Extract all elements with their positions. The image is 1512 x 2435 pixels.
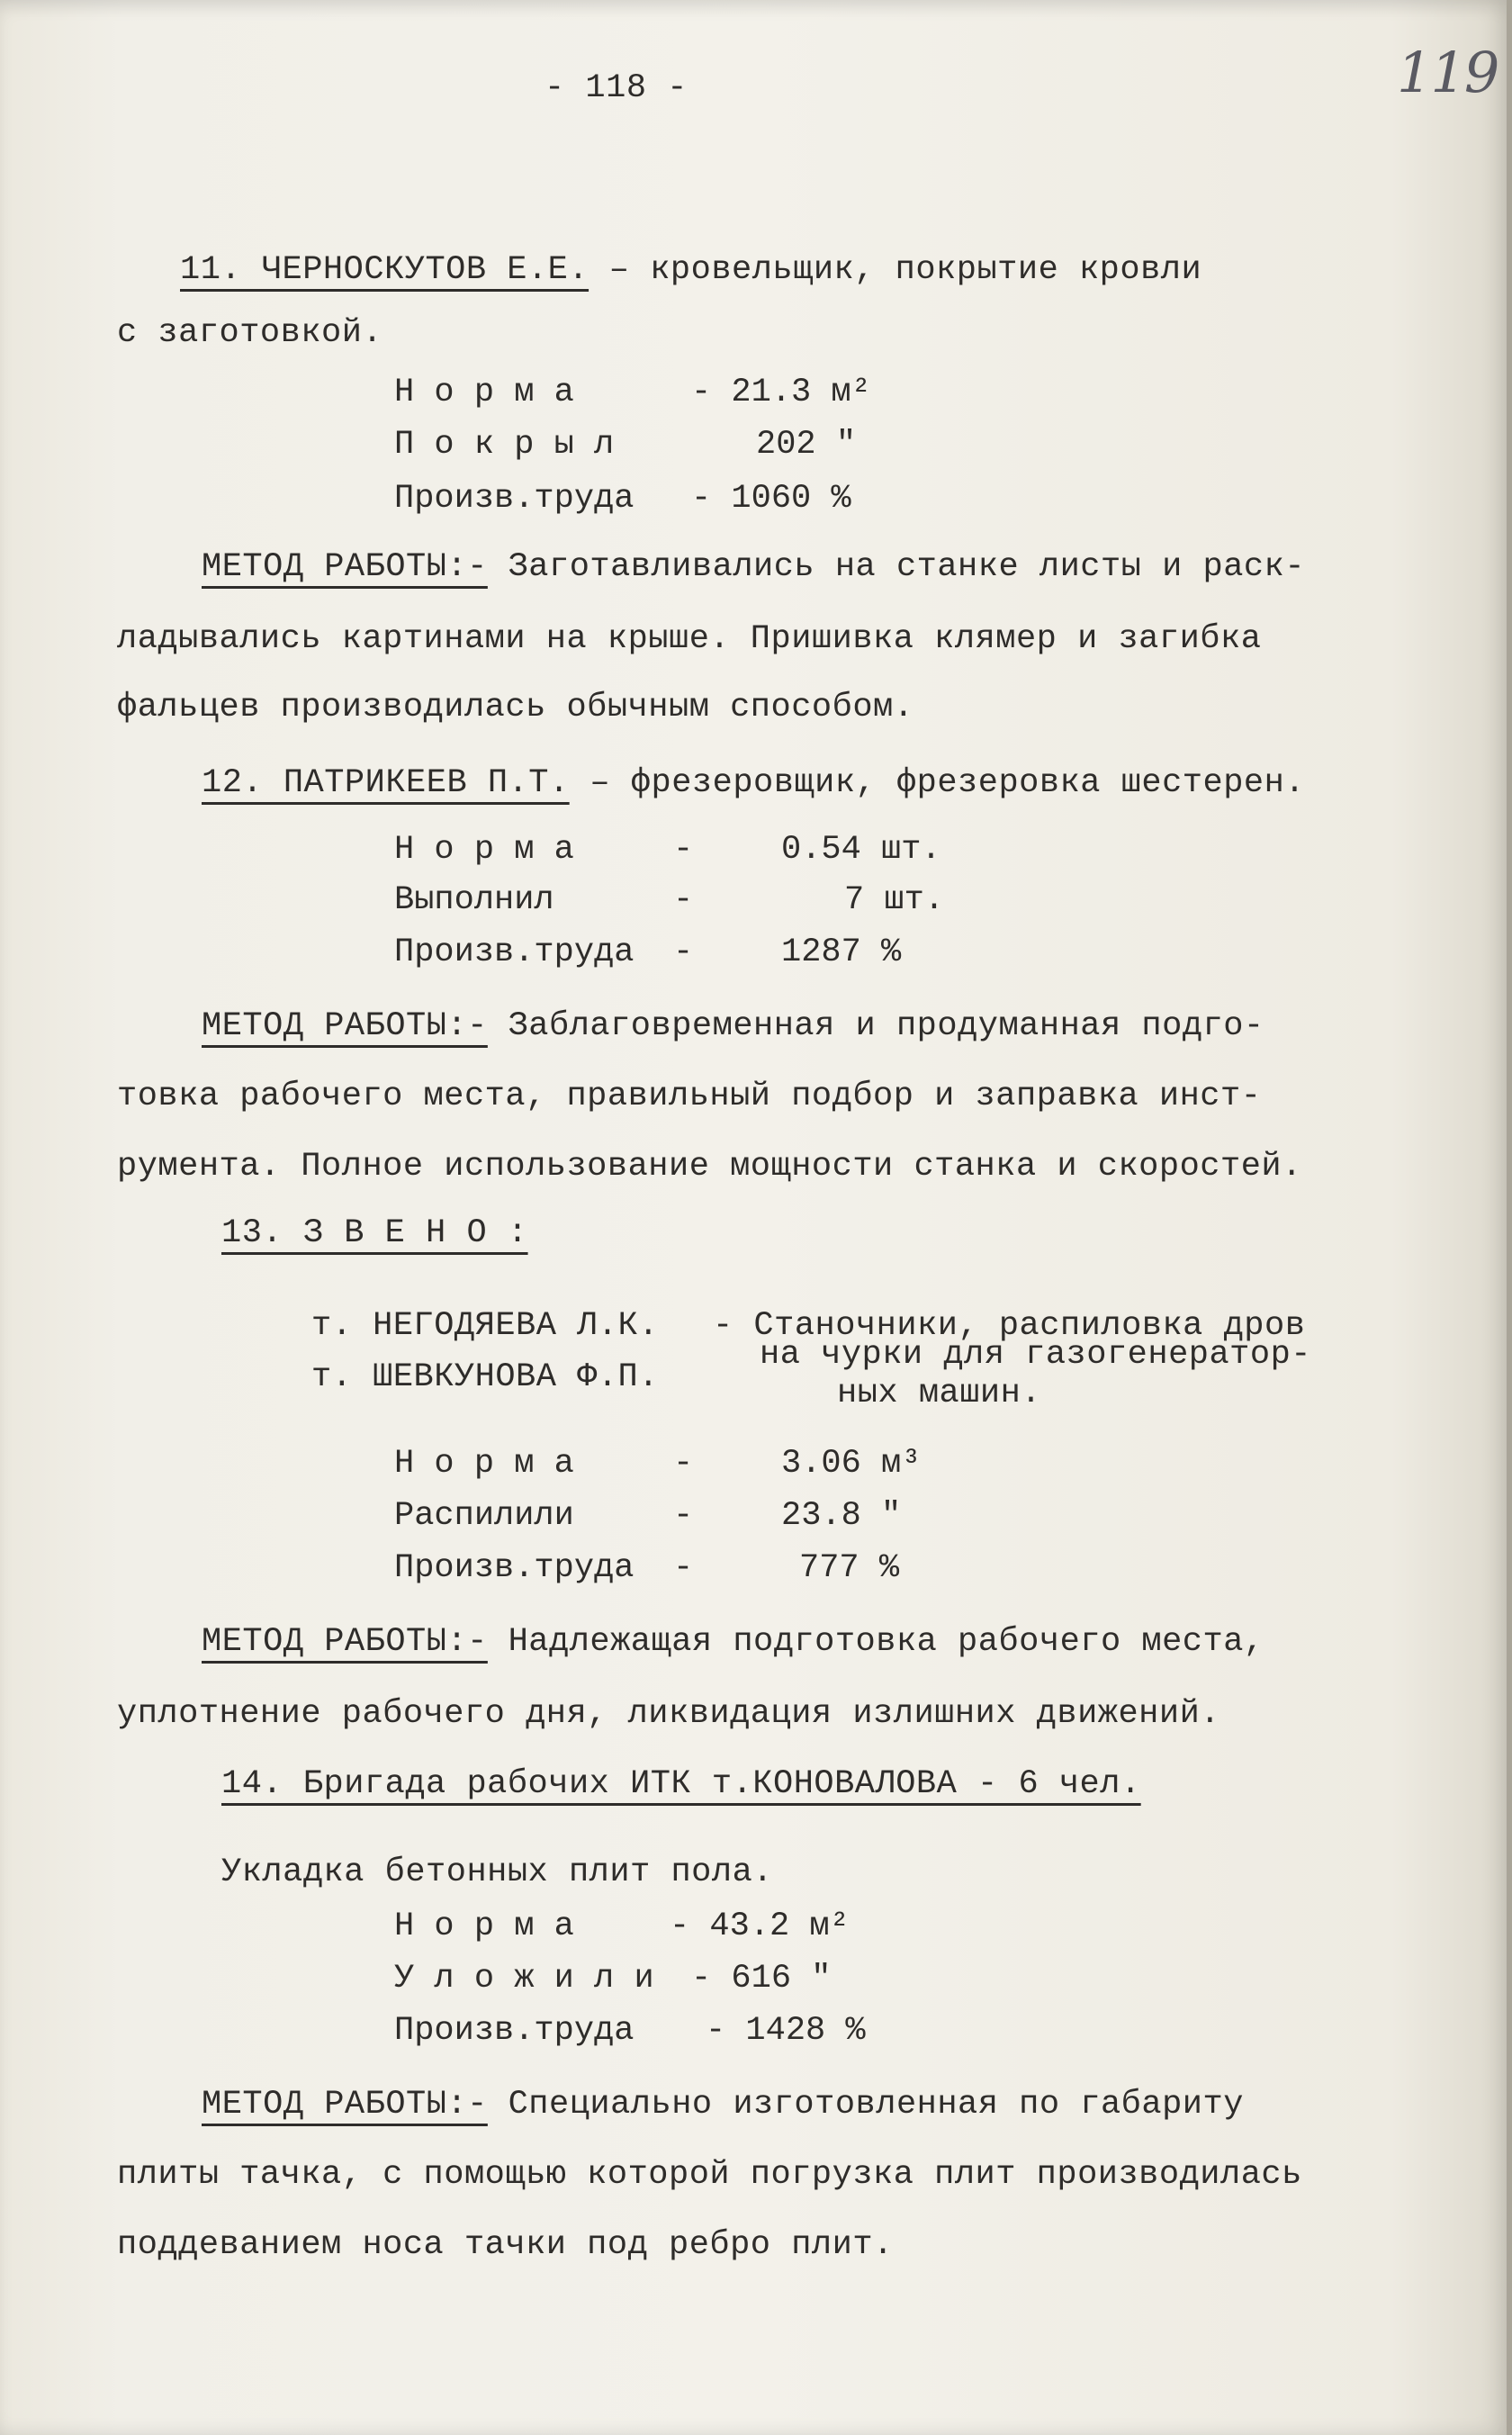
- entry-14-method-line-1: [202, 2088, 1244, 2122]
- entry-11-heading-line: [180, 251, 1202, 289]
- entry-12-heading-line: [202, 764, 1306, 802]
- page-edge: [1507, 0, 1512, 2435]
- entry-14-desc: Укладка бетонных плит пола.: [221, 1853, 773, 1891]
- entry-12-method-line-2: товка рабочего места, правильный подбор и заправка инст-: [117, 1078, 1262, 1115]
- e12-stat-label-2: Выполнил: [394, 881, 554, 919]
- e13-stat-label-1: Н о р м а: [394, 1445, 574, 1483]
- entry-11-method-line-3: фальцев производилась обычным способом.: [117, 689, 914, 726]
- e14-stat-value-1: - 43.2 м²: [670, 1907, 850, 1945]
- entry-13-desc-3: ных машин.: [837, 1375, 1042, 1412]
- e11-stat-label-2: П о к р ы л: [394, 426, 615, 464]
- e12-stat-dash-2: -: [673, 881, 694, 919]
- e13-stat-dash-1: -: [673, 1445, 694, 1483]
- entry-11-heading: 11. ЧЕРНОСКУТОВ Е.Е.: [180, 251, 590, 289]
- e14-stat-label-2: У л о ж и л и: [394, 1960, 654, 1998]
- entry-11-method-line-2: ладывались картинами на крыше. Пришивка клямер и загибка: [117, 620, 1262, 658]
- e12-stat-label-3: Произв.труда: [394, 933, 634, 971]
- method-text: Заблаговременная и продуманная подго-: [508, 1007, 1264, 1045]
- entry-12-method-line-3: румента. Полное использование мощности станка и скоростей.: [117, 1148, 1302, 1186]
- e13-stat-value-3: 777 %: [799, 1549, 900, 1587]
- method-label: МЕТОД РАБОТЫ:-: [202, 548, 488, 586]
- e14-stat-value-3: - 1428 %: [706, 2012, 866, 2050]
- method-text: Заготавливались на станке листы и раск-: [508, 548, 1306, 586]
- method-text: Надлежащая подготовка рабочего места,: [508, 1623, 1264, 1661]
- entry-13-method-line-2: уплотнение рабочего дня, ликвидация излишних движений.: [117, 1695, 1220, 1733]
- entry-12-method-line-1: [202, 1007, 1264, 1045]
- entry-14-method-line-3: поддеванием носа тачки под ребро плит.: [117, 2226, 894, 2264]
- entry-14-method-line-2: плиты тачка, с помощью которой погрузка плит производилась: [117, 2156, 1302, 2194]
- entry-13-desc-1: - Станочники, распиловка дров: [713, 1307, 1306, 1345]
- entry-12-heading: 12. ПАТРИКЕЕВ П.Т.: [202, 764, 570, 802]
- entry-13-heading: 13. З В Е Н О :: [221, 1214, 528, 1252]
- entry-12-desc: – фрезеровщик, фрезеровка шестерен.: [590, 764, 1306, 802]
- method-text: Специально изготовленная по габариту: [508, 2086, 1244, 2124]
- e13-stat-value-2: 23.8 ": [781, 1497, 902, 1535]
- e12-stat-label-1: Н о р м а: [394, 831, 574, 869]
- e13-stat-label-3: Произв.труда: [394, 1549, 634, 1587]
- e11-stat-value-1: - 21.3 м²: [691, 374, 871, 411]
- entry-11-desc: – кровельщик, покрытие кровли: [608, 251, 1202, 289]
- entry-14-heading: 14. Бригада рабочих ИТК т.КОНОВАЛОВА - 6 чел.: [221, 1765, 1141, 1803]
- entry-13-method-line-1: [202, 1623, 1264, 1661]
- e14-stat-label-1: Н о р м а: [394, 1907, 574, 1945]
- method-label: МЕТОД РАБОТЫ:-: [202, 1007, 488, 1045]
- e13-stat-label-2: Распилили: [394, 1497, 574, 1535]
- entry-13-member-2: т. ШЕВКУНОВА Ф.П.: [311, 1358, 659, 1396]
- method-label: МЕТОД РАБОТЫ:-: [202, 2086, 488, 2124]
- e13-stat-dash-3: -: [673, 1549, 694, 1587]
- e12-stat-value-1: 0.54 шт.: [781, 831, 941, 869]
- entry-11-method-line-1: [202, 548, 1306, 586]
- entry-13-desc-2: на чурки для газогенератор-: [760, 1336, 1311, 1374]
- e11-stat-value-2: 202 ": [756, 426, 857, 464]
- e12-stat-dash-3: -: [673, 933, 694, 971]
- e13-stat-value-1: 3.06 м³: [781, 1445, 922, 1483]
- page-number: - 118 -: [544, 69, 688, 107]
- archive-page-number: 119: [1397, 40, 1498, 105]
- e12-stat-dash-1: -: [673, 831, 694, 869]
- e11-stat-label-3: Произв.труда: [394, 480, 634, 518]
- entry-11-desc-2: с заготовкой.: [117, 314, 383, 352]
- e12-stat-value-2: 7 шт.: [844, 881, 945, 919]
- e13-stat-dash-2: -: [673, 1497, 694, 1535]
- e14-stat-label-3: Произв.труда: [394, 2012, 634, 2050]
- method-label: МЕТОД РАБОТЫ:-: [202, 1623, 488, 1661]
- e11-stat-value-3: - 1060 %: [691, 480, 851, 518]
- e11-stat-label-1: Н о р м а: [394, 374, 574, 411]
- e12-stat-value-3: 1287 %: [781, 933, 902, 971]
- entry-13-member-1: т. НЕГОДЯЕВА Л.К.: [311, 1307, 659, 1345]
- e14-stat-value-2: - 616 ": [691, 1960, 832, 1998]
